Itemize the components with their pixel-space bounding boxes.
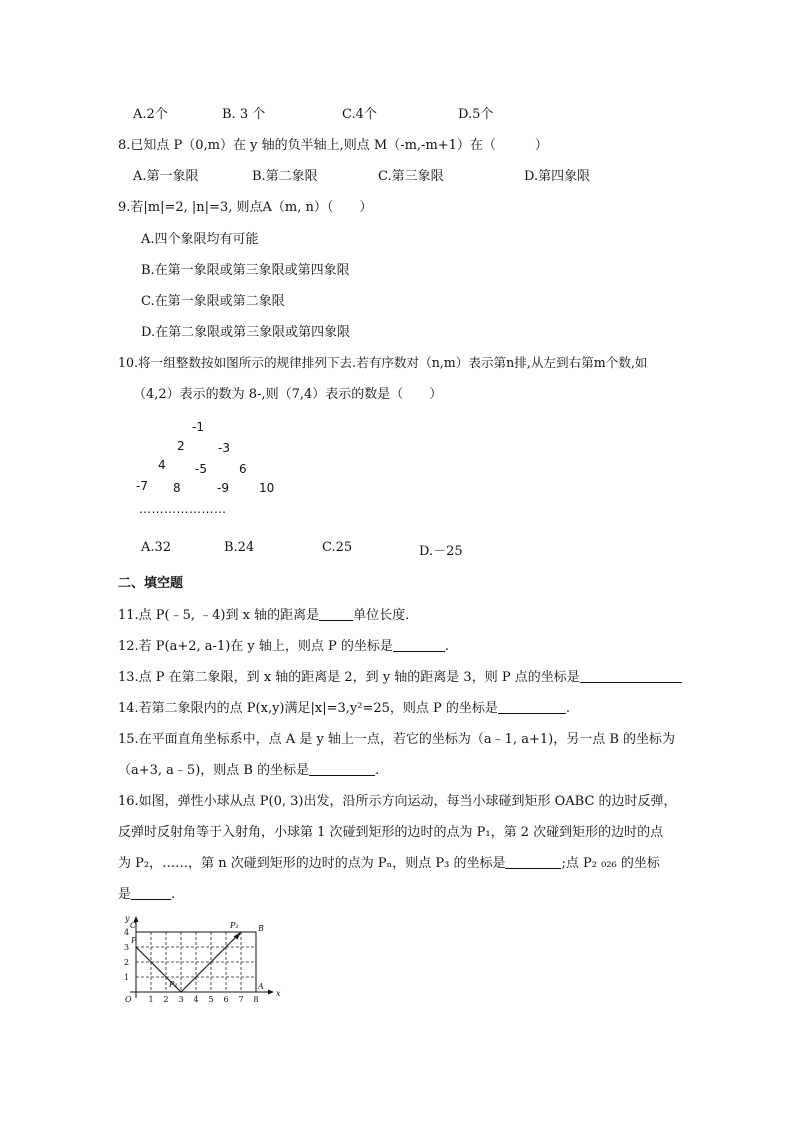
q14-text-end: . [565, 701, 571, 716]
triangle-r1-1: -1 [192, 420, 204, 434]
q16-line2: 反弹时反射角等于入射角，小球第 1 次碰到矩形的边时的点为 P₁，第 2 次碰到矩形的边时的点 [118, 825, 664, 840]
q8-option-c: C.第三象限 [378, 169, 444, 184]
q16-text-d: . [171, 887, 176, 902]
q15-text-end: . [375, 763, 380, 778]
x-tick-4: 4 [193, 995, 199, 1004]
q9-option-c: C.在第一象限或第二象限 [141, 294, 285, 309]
q10-stem-line2: （4,2）表示的数为 8-,则（7,4）表示的数是（ ） [133, 387, 443, 402]
y-axis-label: y [125, 914, 130, 923]
triangle-r3-2: -5 [195, 462, 207, 476]
x-tick-2: 2 [163, 995, 169, 1004]
q11-text-end: 单位长度. [353, 608, 410, 623]
q8-option-a: A.第一象限 [133, 169, 199, 184]
triangle-r4-1: -7 [136, 479, 148, 493]
x-tick-7: 7 [238, 995, 244, 1004]
q7-option-a: A.2个 [133, 107, 168, 122]
q13 [118, 666, 682, 685]
origin-label: O [125, 995, 132, 1004]
q9-stem: 9.若|m|=2, |n|=3, 则点A（m, n）（ ） [118, 200, 373, 215]
triangle-r2-2: -3 [218, 441, 230, 455]
y-tick-3: 3 [124, 943, 130, 952]
q7-option-d: D.5个 [458, 107, 494, 122]
grid-lines [136, 932, 256, 992]
q13-text: 13.点 P 在第二象限，到 x 轴的距离是 2，到 y 轴的距离是 3，则 P 点的坐标是 [118, 670, 580, 685]
triangle-r4-4: 10 [259, 481, 275, 495]
q14 [118, 697, 570, 716]
q10-option-a: A.32 [141, 540, 172, 555]
y-tick-1: 1 [124, 973, 130, 982]
section-heading: 二、填空题 [118, 576, 184, 591]
q16-text-b: ;点 P₂ ₀₂₆ 的坐标 [561, 856, 660, 871]
point-p2-label: P₂ [230, 921, 239, 930]
q12-blank[interactable] [393, 639, 445, 652]
q12 [118, 635, 449, 654]
point-b-label: B [258, 924, 264, 933]
q8-stem: 8.已知点 P（0,m）在 y 轴的负半轴上,则点 M（-m,-m+1）在（ ） [118, 138, 548, 153]
q7-option-b: B. 3 个 [222, 107, 266, 122]
q16-blank-p3[interactable] [505, 856, 561, 869]
q7-option-c: C.4个 [342, 107, 377, 122]
q10-option-c: C.25 [322, 540, 353, 555]
x-tick-3: 3 [178, 995, 184, 1004]
q11 [118, 604, 409, 623]
triangle-r3-1: 4 [158, 458, 166, 472]
triangle-dots: ………………… [139, 502, 227, 516]
q16-line1: 16.如图，弹性小球从点 P(0, 3)出发，沿所示方向运动，每当小球碰到矩形 OABC 的边时反弹， [118, 794, 677, 809]
q14-blank[interactable] [498, 701, 566, 714]
q16-line4 [118, 883, 175, 902]
point-p-label: P [131, 936, 137, 945]
point-a-label: A [258, 982, 264, 991]
x-axis-label: x [276, 989, 281, 998]
x-axis-arrow [268, 990, 274, 995]
q16-line3 [118, 852, 660, 871]
q11-blank[interactable] [319, 608, 353, 621]
q12-text: 12.若 P(a+2, a-1)在 y 轴上，则点 P 的坐标是 [118, 639, 393, 654]
triangle-r4-2: 8 [173, 481, 181, 495]
q14-text: 14.若第二象限内的点 P(x,y)满足|x|=3,y²=25，则点 P 的坐标是 [118, 701, 498, 716]
q10-stem-line1: 10.将一组整数按如图所示的规律排列下去.若有序数对（n,m）表示第n排,从左到右第m个数,如 [118, 355, 648, 370]
q15-line2 [118, 759, 379, 778]
q15-blank[interactable] [309, 763, 375, 776]
triangle-r4-3: -9 [217, 481, 229, 495]
q10-option-b: B.24 [224, 540, 255, 555]
q12-text-end: . [444, 639, 450, 654]
triangle-r2-1: 2 [177, 439, 185, 453]
x-tick-5: 5 [208, 995, 214, 1004]
q9-option-d: D.在第二象限或第三象限或第四象限 [141, 325, 351, 340]
point-p1-label: P₁ [169, 980, 178, 989]
q10-option-d: D.－25 [419, 544, 463, 559]
q15-text: （a+3, a﹣5)，则点 B 的坐标是 [118, 763, 310, 778]
q16-blank-p2026[interactable] [131, 887, 171, 900]
q16-text-c: 是 [118, 887, 132, 902]
y-tick-4: 4 [124, 928, 130, 937]
q8-option-b: B.第二象限 [252, 169, 318, 184]
q9-option-b: B.在第一象限或第三象限或第四象限 [141, 263, 350, 278]
y-tick-2: 2 [124, 958, 130, 967]
x-tick-6: 6 [223, 995, 229, 1004]
coordinate-figure [112, 910, 282, 1010]
q15-line1: 15.在平面直角坐标系中，点 A 是 y 轴上一点，若它的坐标为（a﹣1, a+1)，另一点 B 的坐标为 [118, 732, 676, 747]
q11-text: 11.点 P(﹣5, ﹣4)到 x 轴的距离是 [118, 608, 320, 623]
q13-blank[interactable] [580, 670, 682, 683]
x-tick-8: 8 [253, 995, 259, 1004]
q16-text-a: 为 P₂，……，第 n 次碰到矩形的边时的点为 Pₙ，则点 P₃ 的坐标是 [118, 856, 506, 871]
q8-option-d: D.第四象限 [524, 169, 591, 184]
x-tick-1: 1 [148, 995, 154, 1004]
q9-option-a: A.四个象限均有可能 [141, 232, 259, 247]
point-c-label: C [130, 921, 137, 930]
triangle-r3-3: 6 [239, 462, 247, 476]
